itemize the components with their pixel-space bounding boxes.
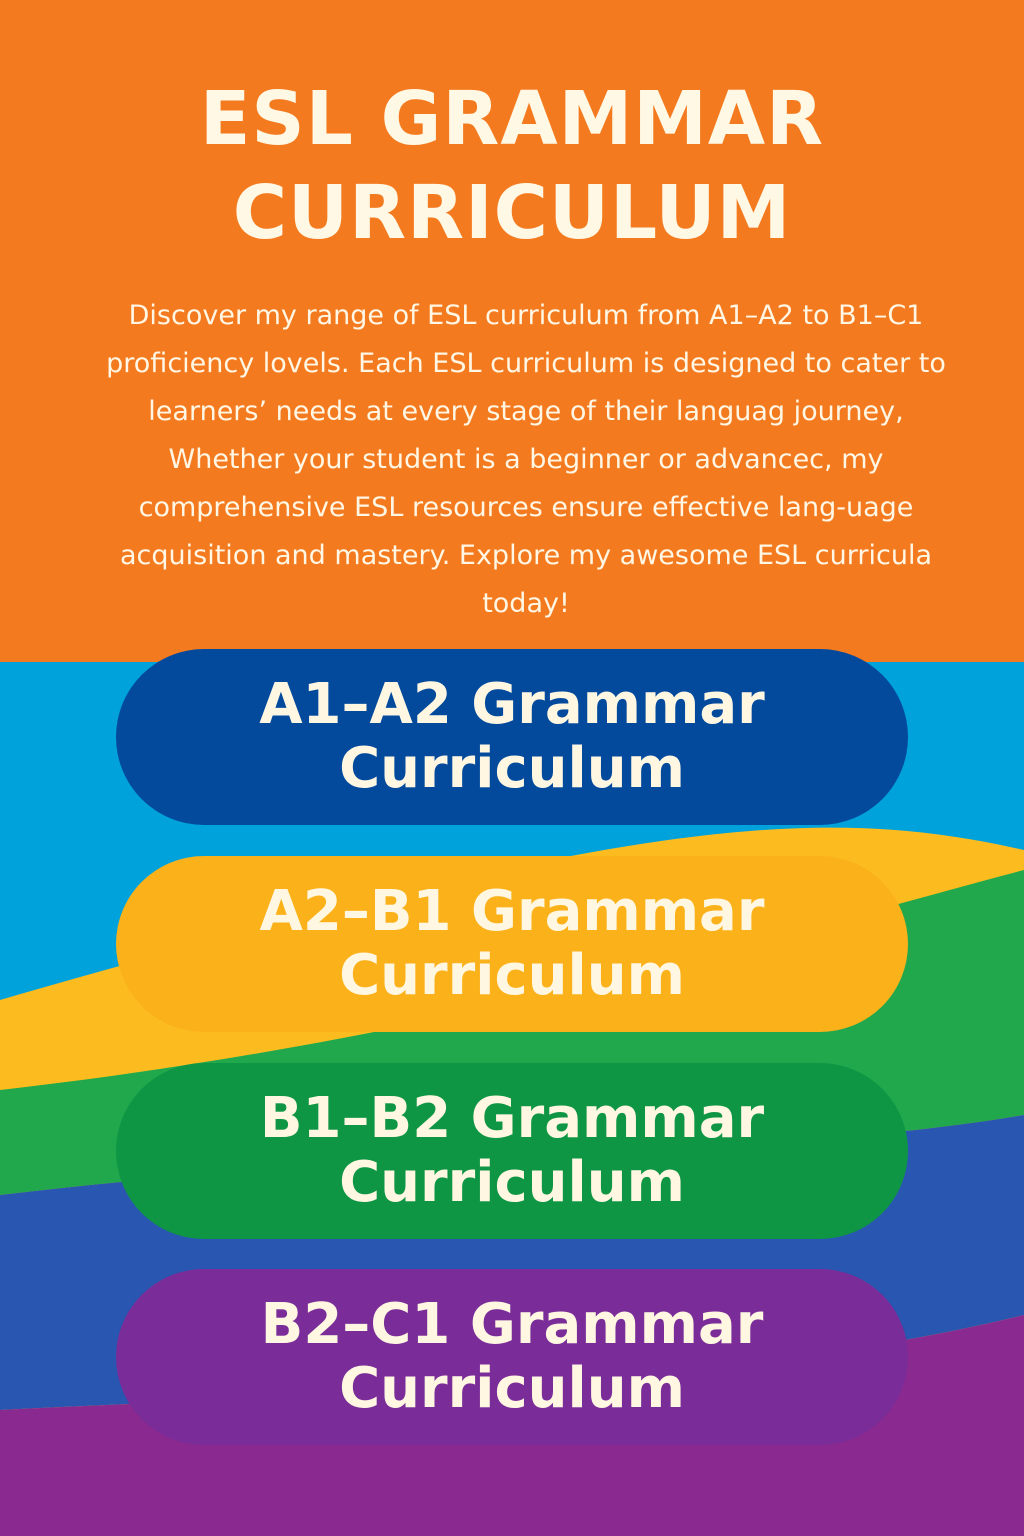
curriculum-description: Discover my range of ESL curriculum from A1–A2 to B1–C1 proficiency lovels. Each ESL curriculum is designed to cater to learners’ needs at every stage of their languag journey, Whether your student is a beginner or advancec, my comprehensive ESL resources ensure effective lang-uage acquisition and mastery. Explore my awesome ESL curricula today! — [106, 300, 946, 619]
b2-c1-grammar-curriculum-label: B2–C1 Grammar Curriculum — [260, 1292, 764, 1421]
b1-b2-grammar-curriculum-button[interactable] — [116, 1063, 908, 1239]
a1-a2-grammar-curriculum-label: A1–A2 Grammar Curriculum — [259, 672, 765, 801]
a1-a2-grammar-curriculum-button[interactable] — [116, 649, 908, 825]
a2-b1-grammar-curriculum-button[interactable] — [116, 856, 908, 1032]
a2-b1-grammar-curriculum-label: A2–B1 Grammar Curriculum — [259, 879, 765, 1008]
page-title-line-1: ESL GRAMMAR — [199, 76, 825, 162]
page-title-line-2: CURRICULUM — [232, 170, 792, 256]
b2-c1-grammar-curriculum-button[interactable] — [116, 1269, 908, 1445]
b1-b2-grammar-curriculum-label: B1–B2 Grammar Curriculum — [259, 1086, 765, 1215]
